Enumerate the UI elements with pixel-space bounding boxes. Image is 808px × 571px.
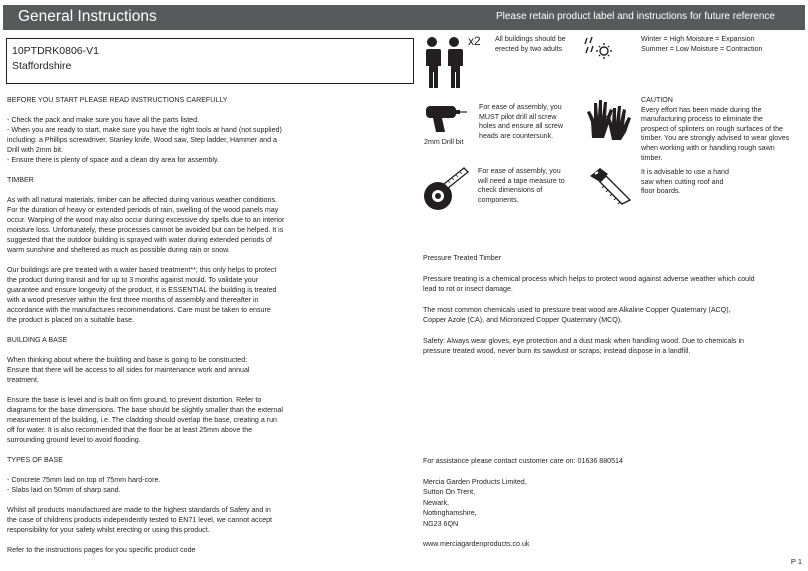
text-line: timber. (641, 153, 663, 162)
text-line: - Ensure there is plenty of space and a clean dry area for assembly. (7, 156, 220, 164)
address-line: Mercia Garden Products Limited, (423, 477, 527, 486)
text-line: Our buildings are pre treated with a water based treatment**; this only helps to protect (7, 266, 277, 274)
text-line: the product is placed on a suitable base. (7, 316, 134, 324)
text-line: Pressure treating is a chemical process which helps to protect wood against adverse weather which could (423, 274, 755, 283)
types-paragraph (7, 475, 307, 495)
left-column (7, 95, 307, 565)
saw-text (641, 168, 729, 197)
text-line: MUST pilot drill all screw (479, 112, 557, 121)
before-heading: BEFORE YOU START PLEASE READ INSTRUCTIONS CAREFULLY (7, 96, 228, 104)
text-line: responsibility for your safety whilst erecting or using this product. (7, 526, 210, 534)
text-line: When thinking about where the building and base is going to be constructed: (7, 356, 248, 364)
tape-measure-icon (422, 166, 470, 214)
drill-icon (424, 102, 468, 136)
text-line: erected by two adults (495, 44, 563, 53)
text-line: floor boards. (641, 187, 681, 196)
types-heading: TYPES OF BASE (7, 456, 63, 464)
drill-text (479, 103, 563, 141)
text-line: Drill with 2mm bit. (7, 146, 63, 154)
pressure-treated-section (423, 253, 783, 367)
text-line: saw when cutting roof and (641, 177, 724, 186)
pt-paragraph-3 (423, 336, 783, 357)
gloves-icon (585, 96, 631, 142)
pt-paragraph-2 (423, 305, 783, 326)
text-line: holes and ensure all screw (479, 122, 563, 131)
website-link[interactable]: www.merciagardenproducts.co.uk (423, 540, 530, 548)
text-line: moisture loss. Unfortunately, these processes cannot be avoided but can be helped. It is (7, 226, 284, 234)
text-line: Ensure that there will be access to all sides for maintenance work and annual (7, 366, 250, 374)
text-line: measurement of the building, i.e. The cladding should overlap the base, creating a run (7, 416, 277, 424)
text-line: For ease of assembly, you (478, 167, 561, 175)
header-note: Please retain product label and instructions for future reference (495, 11, 775, 22)
text-line: Ensure the base is level and is built on firm ground, to prevent distortion. Refer to (7, 396, 262, 404)
page-number: P 1 (790, 557, 802, 566)
treatment-paragraph (7, 265, 307, 325)
text-line: For ease of assembly, you (479, 103, 562, 111)
text-line: guarantee and ensure longevity of the product, it is ESSENTIAL the building is treated (7, 286, 277, 294)
text-line: Winter = High Moisture = Expansion (641, 35, 755, 43)
text-line: pressure treated wood, never burn its sawdust or scraps; instead dispose in a landfill. (423, 347, 691, 355)
text-line: when working with or handling rough sawn (641, 143, 775, 152)
text-line: All buildings should be (495, 35, 566, 43)
address-line: Sutton On Trent, (423, 488, 476, 496)
text-line: accordance with the manufactures recommendations. Care must be taken to ensure (7, 306, 271, 314)
people-text (495, 35, 566, 54)
base-paragraph-1 (7, 355, 307, 385)
product-code: 10PTDRK0806-V1 (12, 45, 99, 57)
text-line: It is advisable to use a hand (641, 168, 729, 176)
caution-text (641, 96, 789, 163)
text-line: CAUTION (641, 96, 673, 104)
text-line: - When you are ready to start, make sure you have the right tools at hand (not supplied) (7, 126, 282, 134)
product-box (6, 38, 414, 84)
text-line: manufacturing process to eliminate the (641, 115, 763, 124)
safety-paragraph (7, 505, 307, 535)
base-paragraph-2 (7, 395, 307, 445)
text-line: The most common chemicals used to pressure treat wood are Alkaline Copper Quaternary (ACQ), (423, 305, 731, 314)
text-line: Safety: Always wear gloves, eye protection and a dust mask when handling wood. Due to chemicals in (423, 336, 744, 345)
weather-text (641, 35, 762, 54)
text-line: off for water. It is also recommended that the floor be at least 25mm above the (7, 426, 253, 434)
drill-label: 2mm Drill bit (424, 138, 464, 146)
text-line: For the duration of heavy or extended periods of rain, swelling of the wood panels may (7, 206, 279, 214)
product-name: Staffordshire (12, 60, 72, 72)
text-line: - Slabs laid on 50mm of sharp sand. (7, 486, 121, 494)
text-line: heads are countersunk. (479, 131, 554, 140)
people-count: x2 (468, 34, 481, 48)
header-bar (3, 5, 805, 30)
customer-care-line: For assistance please contact customer care on: 01636 880514 (423, 457, 623, 465)
text-line: the product during transit and for up to 3 months against mould. To validate your (7, 276, 259, 284)
text-line: treatment. (7, 376, 39, 384)
timber-heading: TIMBER (7, 176, 34, 184)
text-line: Whilst all products manufactured are made to the highest standards of Safety and in (7, 506, 271, 514)
text-line: Every effort has been made during the (641, 105, 762, 114)
hand-saw-icon (586, 164, 632, 210)
pt-heading: Pressure Treated Timber (423, 254, 502, 262)
text-line: including: a Phillips screwdriver, Stanley knife, Wood saw, Step ladder, Hammer and a (7, 136, 277, 144)
base-heading: BUILDING A BASE (7, 336, 68, 344)
weather-icon (583, 36, 613, 64)
timber-paragraph (7, 195, 307, 255)
text-line: Copper Azole (CA), and Micronized Copper Quaternary (MCQ). (423, 316, 623, 324)
pt-paragraph-1 (423, 274, 783, 295)
address-line: NG23 6QN (423, 519, 459, 528)
before-paragraph (7, 115, 307, 165)
text-line: warm sunshine and sheltered as much as possible during rain or snow. (7, 246, 230, 254)
text-line: Summer = Low Moisture = Contraction (641, 44, 763, 53)
text-line: As with all natural materials, timber can be affected during various weather conditions. (7, 196, 277, 204)
text-line: check dimensions of (478, 186, 543, 195)
two-people-icon (422, 36, 466, 90)
text-line: the case of childrens products independently tested to EN71 level, we cannot accept (7, 516, 272, 524)
text-line: with a wood preserver within the first three months of assembly and thereafter in (7, 296, 259, 304)
address-line: Nottinghamshire, (423, 509, 477, 517)
text-line: diagrams for the base dimensions. The base should be slightly smaller than the external (7, 406, 283, 414)
address-line: Newark, (423, 498, 450, 507)
text-line: suggested that the outdoor building is sprayed with water during extended periods of (7, 236, 273, 244)
text-line: timber. You are strongly advised to wear gloves (641, 134, 790, 143)
contact-section (423, 456, 783, 560)
text-line: - Concrete 75mm laid on top of 75mm hard-core. (7, 476, 161, 484)
text-line: components. (478, 195, 519, 204)
refer-line: Refer to the instructions pages for you specific product code (7, 546, 196, 554)
text-line: surrounding ground level to avoid flooding. (7, 436, 141, 444)
company-address (423, 477, 783, 530)
tape-text (478, 167, 565, 205)
page-title: General Instructions (18, 8, 157, 25)
text-line: - Check the pack and make sure you have all the parts listed. (7, 116, 200, 124)
text-line: prospect of splinters on rough surfaces of the (641, 124, 783, 133)
text-line: lead to rot or insect damage. (423, 285, 513, 293)
text-line: occur. Warping of the wood may also occur during excessive dry spells due to an interior (7, 216, 285, 224)
text-line: will need a tape measure to (478, 176, 565, 185)
